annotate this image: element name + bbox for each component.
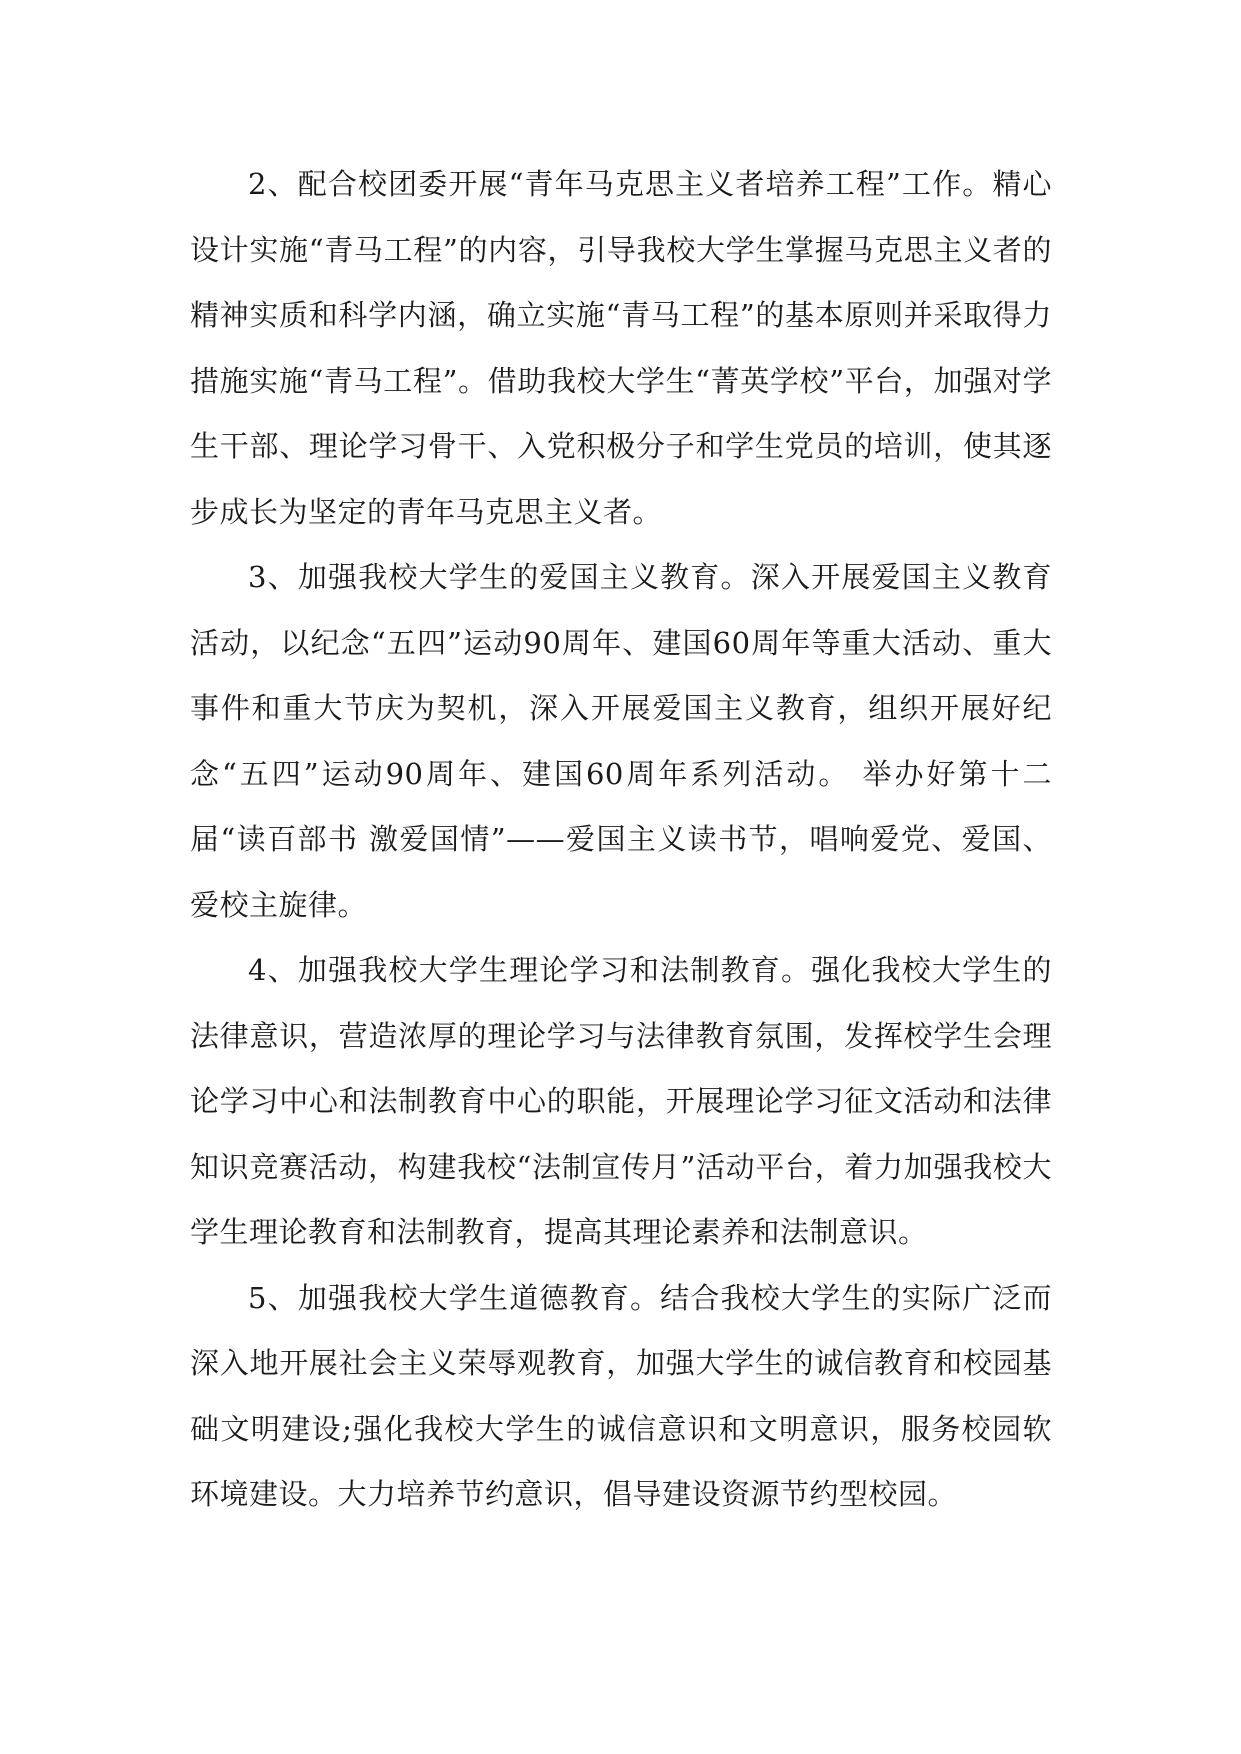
paragraph-item-2: 2、配合校团委开展“青年马克思主义者培养工程”工作。精心设计实施“青马工程”的内容，引导我校大学生掌握马克思主义者的精神实质和科学内涵，确立实施“青马工程”的基本原则并采取得力措施实施“青马工程”。借助我校大学生“菁英学校”平台，加强对学生干部、理论学习骨干、入党积极分子和学生党员的培训，使其逐步成长为坚定的青年马克思主义者。 bbox=[190, 167, 1052, 529]
paragraph-item-4: 4、加强我校大学生理论学习和法制教育。强化我校大学生的法律意识，营造浓厚的理论学习与法律教育氛围，发挥校学生会理论学习中心和法制教育中心的职能，开展理论学习征文活动和法律知识竞赛活动，构建我校“法制宣传月”活动平台，着力加强我校大学生理论教育和法制教育，提高其理论素养和法制意识。 bbox=[190, 953, 1052, 1249]
paragraph-item-3: 3、加强我校大学生的爱国主义教育。深入开展爱国主义教育活动，以纪念“五四”运动90周年、建国60周年等重大活动、重大事件和重大节庆为契机，深入开展爱国主义教育，组织开展好纪念“五四”运动90周年、建国60周年系列活动。 举办好第十二届“读百部书 激爱国情”——爱国主义读书节，唱响爱党、爱国、爱校主旋律。 bbox=[190, 560, 1052, 922]
document-body bbox=[190, 152, 1052, 1528]
paragraph-item-5: 5、加强我校大学生道德教育。结合我校大学生的实际广泛而深入地开展社会主义荣辱观教育，加强大学生的诚信教育和校园基础文明建设;强化我校大学生的诚信意识和文明意识，服务校园软环境建设。大力培养节约意识，倡导建设资源节约型校园。 bbox=[190, 1280, 1052, 1511]
